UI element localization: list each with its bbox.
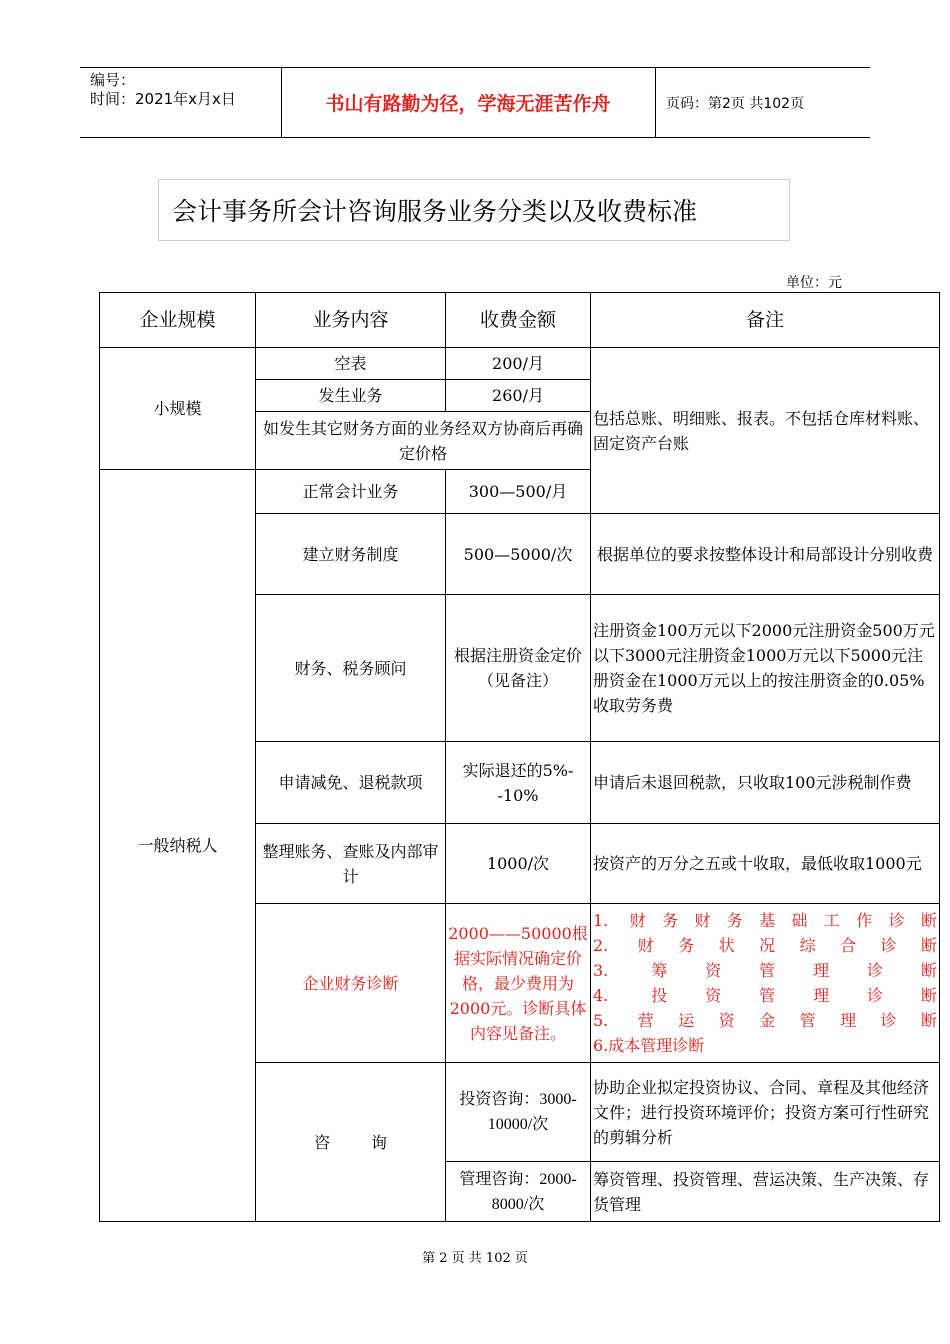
content-cell: 正常会计业务	[256, 470, 446, 514]
note-cell: 申请后未退回税款，只收取100元涉税制作费	[591, 742, 940, 824]
scale-general-cell: 一般纳税人	[100, 470, 256, 1222]
note-cell-diagnosis	[591, 904, 940, 1063]
content-cell: 建立财务制度	[256, 514, 446, 595]
note-cell: 根据单位的要求按整体设计和局部设计分别收费	[591, 514, 940, 595]
time-label: 时间：2021年x月x日	[90, 90, 236, 108]
note-cell: 注册资金100万元以下2000元注册资金500万元以下3000元注册资金1000万元以下5000元注册资金在1000万元以上的按注册资金的0.05%收取劳务费	[591, 595, 940, 742]
fee-cell: 260/月	[446, 380, 591, 412]
content-cell: 发生业务	[256, 380, 446, 412]
fee-cell: 200/月	[446, 348, 591, 380]
content-cell: 整理账务、查账及内部审计	[256, 824, 446, 904]
fee-cell: 根据注册资金定价（见备注）	[446, 595, 591, 742]
diagnosis-item: 6.成本管理诊断	[593, 1036, 705, 1055]
diagnosis-item: 2. 财务状况综合诊断	[593, 936, 937, 955]
fee-cell: 实际退还的5%--10%	[446, 742, 591, 824]
note-cell: 协助企业拟定投资协议、合同、章程及其他经济文件；进行投资环境评价；投资方案可行性研究的剪辑分析	[591, 1063, 940, 1162]
note-cell: 筹资管理、投资管理、营运决策、生产决策、存货管理	[591, 1162, 940, 1222]
fee-cell: 1000/次	[446, 824, 591, 904]
note-cell: 按资产的万分之五或十收取，最低收取1000元	[591, 824, 940, 904]
column-header: 企业规模	[100, 293, 256, 348]
content-cell: 如发生其它财务方面的业务经双方协商后再确定价格	[256, 412, 591, 470]
content-cell: 空表	[256, 348, 446, 380]
table-header-row	[100, 293, 940, 348]
page-header	[80, 67, 870, 138]
column-header: 收费金额	[446, 293, 591, 348]
content-cell: 申请减免、退税款项	[256, 742, 446, 824]
diagnosis-item: 5. 营运资金管理诊断	[593, 1011, 937, 1030]
column-header: 业务内容	[256, 293, 446, 348]
fee-cell-diagnosis: 2000——50000根据实际情况确定价格，最少费用为2000元。诊断具体内容见备注。	[446, 904, 591, 1063]
diagnosis-item: 4. 投资管理诊断	[593, 986, 937, 1005]
header-motto: 书山有路勤为径，学海无涯苦作舟	[325, 93, 611, 115]
fee-cell: 300—500/月	[446, 470, 591, 514]
diagnosis-item: 3. 筹资管理诊断	[593, 961, 937, 980]
table-row	[100, 348, 940, 380]
document-title: 会计事务所会计咨询服务业务分类以及收费标准	[172, 197, 698, 226]
content-cell-diagnosis: 企业财务诊断	[256, 904, 446, 1063]
column-header: 备注	[591, 293, 940, 348]
note-cell: 包括总账、明细账、报表。不包括仓库材料账、固定资产台账	[591, 348, 940, 514]
scale-small-cell: 小规模	[100, 348, 256, 470]
header-page-info: 页码：第2页 共102页	[666, 95, 805, 112]
unit-label: 单位：元	[786, 275, 842, 291]
document-title-box	[158, 179, 790, 241]
content-cell-consult: 咨 询	[256, 1063, 446, 1222]
header-meta	[80, 68, 281, 137]
fee-cell: 管理咨询：2000-8000/次	[446, 1162, 591, 1222]
fee-cell: 500—5000/次	[446, 514, 591, 595]
content-cell: 财务、税务顾问	[256, 595, 446, 742]
fee-cell: 投资咨询：3000-10000/次	[446, 1063, 591, 1162]
diagnosis-item: 1. 财务财务基础工作诊断	[593, 911, 937, 930]
page-footer: 第 2 页 共 102 页	[422, 1251, 528, 1266]
fee-table	[99, 292, 940, 1222]
doc-number-label: 编号：	[90, 71, 136, 89]
